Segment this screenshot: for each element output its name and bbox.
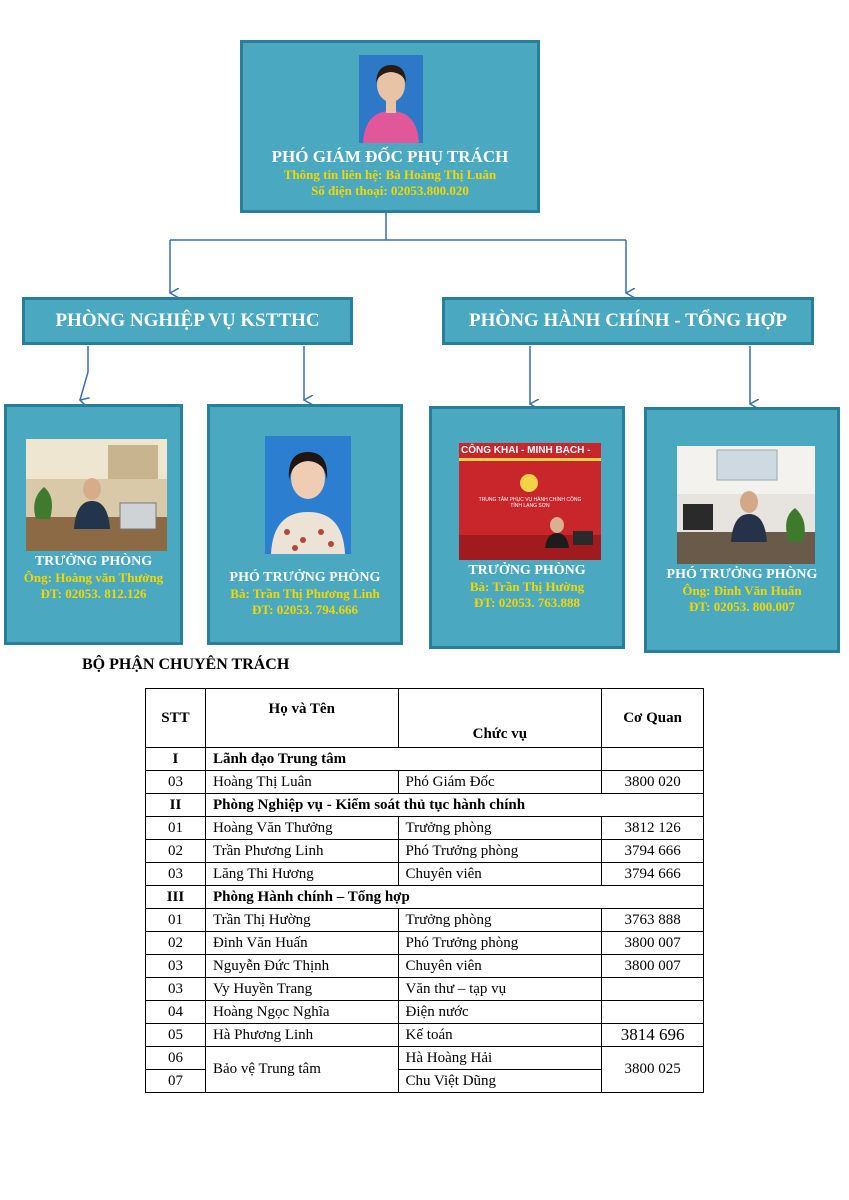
- table-row: [146, 932, 704, 955]
- header-name: Họ và Tên: [205, 689, 398, 748]
- cell-position: Hà Hoàng Hải: [398, 1047, 602, 1070]
- cell-stt: 02: [146, 932, 206, 955]
- staff-role-1: TRƯỞNG PHÒNG: [34, 554, 153, 569]
- cell-name: Nguyễn Đức Thịnh: [205, 955, 398, 978]
- cell-stt: 03: [146, 955, 206, 978]
- table-row: [146, 909, 704, 932]
- cell-stt: 03: [146, 771, 206, 794]
- table-row: [146, 1024, 704, 1047]
- header-office: Cơ Quan: [602, 689, 704, 748]
- staff-card-4: [644, 407, 840, 653]
- group-roman: I: [146, 748, 206, 771]
- section-title: BỘ PHẬN CHUYÊN TRÁCH: [82, 656, 290, 673]
- cell-stt: 03: [146, 863, 206, 886]
- cell-office: 3800 025: [602, 1047, 704, 1093]
- table-row: [146, 863, 704, 886]
- staff-photo-3: [459, 443, 601, 560]
- cell-stt: 05: [146, 1024, 206, 1047]
- cell-stt: 04: [146, 1001, 206, 1024]
- group-row: [146, 794, 704, 817]
- cell-stt: 01: [146, 909, 206, 932]
- staff-person-4: Ông: Đinh Văn Huấn: [682, 583, 802, 598]
- photo-banner-text: CÔNG KHAI - MINH BẠCH -: [461, 445, 591, 456]
- staff-card-3: [429, 406, 625, 649]
- director-title: PHÓ GIÁM ĐỐC PHỤ TRÁCH: [271, 147, 509, 166]
- cell-stt: 01: [146, 817, 206, 840]
- staff-card-1: [4, 404, 183, 645]
- cell-stt: 03: [146, 978, 206, 1001]
- cell-position: Phó Trưởng phòng: [398, 840, 602, 863]
- director-phone: Số điện thoại: 02053.800.020: [311, 183, 469, 198]
- cell-position: Văn thư – tạp vụ: [398, 978, 602, 1001]
- table-row: [146, 978, 704, 1001]
- cell-office: 3794 666: [602, 863, 704, 886]
- staff-phone-3: ĐT: 02053. 763.888: [474, 595, 580, 610]
- staff-table: [145, 688, 704, 1093]
- staff-person-1: Ông: Hoàng văn Thưởng: [23, 570, 164, 585]
- cell-position: Điện nước: [398, 1001, 602, 1024]
- cell-office: 3814 696: [602, 1024, 704, 1047]
- group-row: [146, 886, 704, 909]
- cell-office: [602, 1001, 704, 1024]
- cell-name: Hoàng Văn Thưởng: [205, 817, 398, 840]
- cell-name: Hà Phương Linh: [205, 1024, 398, 1047]
- cell-office: 3812 126: [602, 817, 704, 840]
- director-contact: Thông tin liên hệ: Bà Hoàng Thị Luân: [283, 167, 497, 182]
- group-title: Phòng Nghiệp vụ - Kiểm soát thủ tục hành chính: [205, 794, 703, 817]
- staff-person-3: Bà: Trần Thị Hường: [469, 579, 585, 594]
- cell-position: Chuyên viên: [398, 863, 602, 886]
- cell-position: Chuyên viên: [398, 955, 602, 978]
- director-photo: [359, 55, 423, 143]
- staff-phone-4: ĐT: 02053. 800.007: [689, 599, 795, 614]
- staff-phone-1: ĐT: 02053. 812.126: [40, 586, 147, 601]
- staff-role-2: PHÓ TRƯỞNG PHÒNG: [229, 570, 381, 585]
- group-roman: II: [146, 794, 206, 817]
- staff-photo-1: [26, 439, 167, 551]
- table-row: [146, 1001, 704, 1024]
- cell-position: Phó Trưởng phòng: [398, 932, 602, 955]
- department-name: PHÒNG NGHIỆP VỤ KSTTHC: [55, 310, 320, 331]
- staff-photo-4: [677, 446, 815, 564]
- staff-person-2: Bà: Trần Thị Phương Linh: [230, 586, 380, 601]
- cell-name: Trần Phương Linh: [205, 840, 398, 863]
- staff-role-3: TRƯỞNG PHÒNG: [468, 563, 586, 578]
- cell-name: Lăng Thi Hương: [205, 863, 398, 886]
- cell-name: Vy Huyền Trang: [205, 978, 398, 1001]
- table-row: [146, 771, 704, 794]
- photo-sign-text: TRUNG TÂM PHỤC VỤ HÀNH CHÍNH CÔNG TỈNH LẠNG SƠN: [478, 497, 582, 509]
- cell-office: 3794 666: [602, 840, 704, 863]
- table-row: [146, 955, 704, 978]
- staff-role-4: PHÓ TRƯỞNG PHÒNG: [666, 567, 818, 582]
- cell-name: Bảo vệ Trung tâm: [205, 1047, 398, 1093]
- staff-card-2: [207, 404, 403, 645]
- staff-phone-2: ĐT: 02053. 794.666: [252, 602, 358, 617]
- department-name: PHÒNG HÀNH CHÍNH - TỔNG HỢP: [469, 310, 787, 331]
- empty-cell: [602, 748, 704, 771]
- cell-name: Trần Thị Hường: [205, 909, 398, 932]
- department-box-hanh-chinh: [442, 297, 814, 345]
- cell-stt: 02: [146, 840, 206, 863]
- table-row: [146, 817, 704, 840]
- header-stt: STT: [146, 689, 206, 748]
- staff-photo-2: [265, 436, 351, 554]
- table-row: [146, 1047, 704, 1070]
- group-title: Phòng Hành chính – Tổng hợp: [205, 886, 703, 909]
- director-box: [240, 40, 540, 213]
- cell-office: [602, 978, 704, 1001]
- cell-name: Hoàng Thị Luân: [205, 771, 398, 794]
- group-roman: III: [146, 886, 206, 909]
- cell-office: 3800 020: [602, 771, 704, 794]
- cell-office: 3800 007: [602, 955, 704, 978]
- arrow-to-card-1: [80, 372, 88, 400]
- table-row: [146, 840, 704, 863]
- table-header-row: [146, 689, 704, 748]
- header-position: Chức vụ: [398, 689, 602, 748]
- cell-stt: 06: [146, 1047, 206, 1070]
- cell-office: 3800 007: [602, 932, 704, 955]
- department-box-kstthc: [22, 297, 353, 345]
- cell-name: Hoàng Ngọc Nghĩa: [205, 1001, 398, 1024]
- group-title: Lãnh đạo Trung tâm: [205, 748, 601, 771]
- cell-position: Chu Việt Dũng: [398, 1070, 602, 1093]
- cell-stt: 07: [146, 1070, 206, 1093]
- cell-name: Đinh Văn Huấn: [205, 932, 398, 955]
- cell-position: Trưởng phòng: [398, 909, 602, 932]
- cell-office: 3763 888: [602, 909, 704, 932]
- cell-position: Trưởng phòng: [398, 817, 602, 840]
- group-row: [146, 748, 704, 771]
- cell-position: Kế toán: [398, 1024, 602, 1047]
- cell-position: Phó Giám Đốc: [398, 771, 602, 794]
